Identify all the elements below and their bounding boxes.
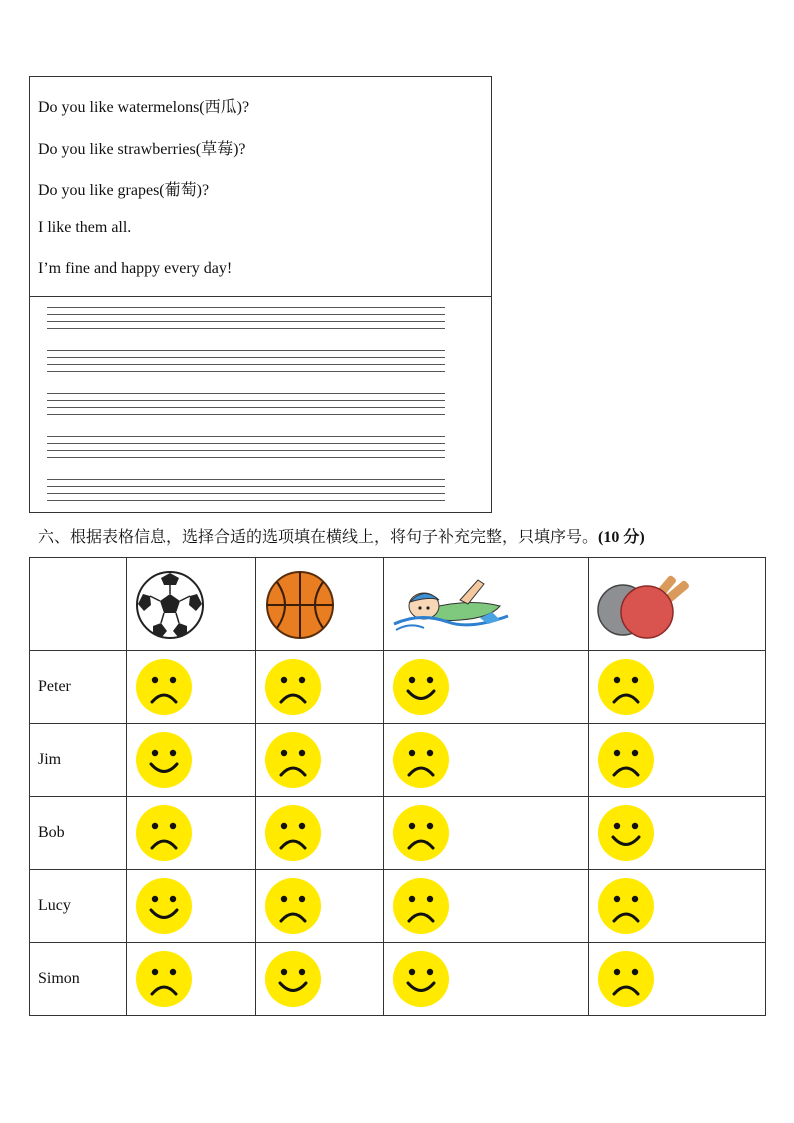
- sad-face-icon: [597, 950, 655, 1008]
- sad-face-icon: [135, 950, 193, 1008]
- sad-face-icon: [597, 877, 655, 935]
- passage-line: I’m fine and happy every day!: [38, 260, 233, 277]
- happy-face-icon: [392, 658, 450, 716]
- handwriting-lines[interactable]: [30, 297, 491, 513]
- section-heading: [38, 524, 645, 547]
- rating-cell: [384, 870, 589, 943]
- writing-line-set[interactable]: [47, 393, 445, 421]
- student-name: Bob: [30, 797, 127, 870]
- swimming-icon: [390, 572, 514, 636]
- rating-cell: [384, 797, 589, 870]
- passage-line: Do you like watermelons(西瓜)?: [38, 99, 250, 116]
- happy-face-icon: [392, 950, 450, 1008]
- basketball-icon: [265, 570, 335, 640]
- sad-face-icon: [135, 658, 193, 716]
- happy-face-icon: [135, 731, 193, 789]
- sad-face-icon: [597, 658, 655, 716]
- writing-line-set[interactable]: [47, 479, 445, 507]
- sad-face-icon: [264, 731, 322, 789]
- rating-cell: [589, 724, 766, 797]
- soccer-ball-icon: [135, 570, 205, 640]
- happy-face-icon: [597, 804, 655, 862]
- rating-cell: [589, 943, 766, 1016]
- section-heading-text: 六、根据表格信息，选择合适的选项填在横线上，将句子补充完整，只填序号。: [38, 527, 599, 546]
- header-soccer: [127, 558, 256, 651]
- student-name: Jim: [30, 724, 127, 797]
- writing-line-set[interactable]: [47, 436, 445, 464]
- passage-line: I like them all.: [38, 219, 132, 236]
- rating-cell: [589, 651, 766, 724]
- table-row: [30, 870, 766, 943]
- empty-header-cell: [30, 558, 127, 651]
- rating-cell: [127, 943, 256, 1016]
- rating-cell: [127, 724, 256, 797]
- ping-pong-icon: [597, 568, 701, 640]
- table-row: [30, 724, 766, 797]
- sad-face-icon: [135, 804, 193, 862]
- rating-cell: [127, 651, 256, 724]
- section-score: (10 分): [598, 529, 645, 546]
- table-header-row: [30, 558, 766, 651]
- happy-face-icon: [264, 950, 322, 1008]
- rating-cell: [127, 870, 256, 943]
- passage-line: Do you like grapes(葡萄)?: [38, 182, 210, 199]
- sad-face-icon: [264, 658, 322, 716]
- sad-face-icon: [392, 804, 450, 862]
- writing-line-set[interactable]: [47, 350, 445, 378]
- sad-face-icon: [264, 804, 322, 862]
- sad-face-icon: [392, 731, 450, 789]
- rating-cell: [384, 943, 589, 1016]
- student-name: Simon: [30, 943, 127, 1016]
- activity-table: [29, 557, 766, 1016]
- student-name: Lucy: [30, 870, 127, 943]
- table-row: [30, 943, 766, 1016]
- table-row: [30, 797, 766, 870]
- rating-cell: [589, 797, 766, 870]
- rating-cell: [256, 797, 384, 870]
- writing-line-set[interactable]: [47, 307, 445, 335]
- passage-line: Do you like strawberries(草莓)?: [38, 141, 246, 158]
- rating-cell: [256, 943, 384, 1016]
- rating-cell: [589, 870, 766, 943]
- passage: [30, 77, 491, 297]
- rating-cell: [256, 870, 384, 943]
- happy-face-icon: [135, 877, 193, 935]
- table-row: [30, 651, 766, 724]
- rating-cell: [127, 797, 256, 870]
- sad-face-icon: [597, 731, 655, 789]
- header-basketball: [256, 558, 384, 651]
- rating-cell: [384, 724, 589, 797]
- rating-cell: [256, 724, 384, 797]
- rating-cell: [384, 651, 589, 724]
- student-name: Peter: [30, 651, 127, 724]
- header-swimming: [384, 558, 589, 651]
- header-ping-pong: [589, 558, 766, 651]
- sad-face-icon: [392, 877, 450, 935]
- reading-box: [29, 76, 492, 513]
- sad-face-icon: [264, 877, 322, 935]
- rating-cell: [256, 651, 384, 724]
